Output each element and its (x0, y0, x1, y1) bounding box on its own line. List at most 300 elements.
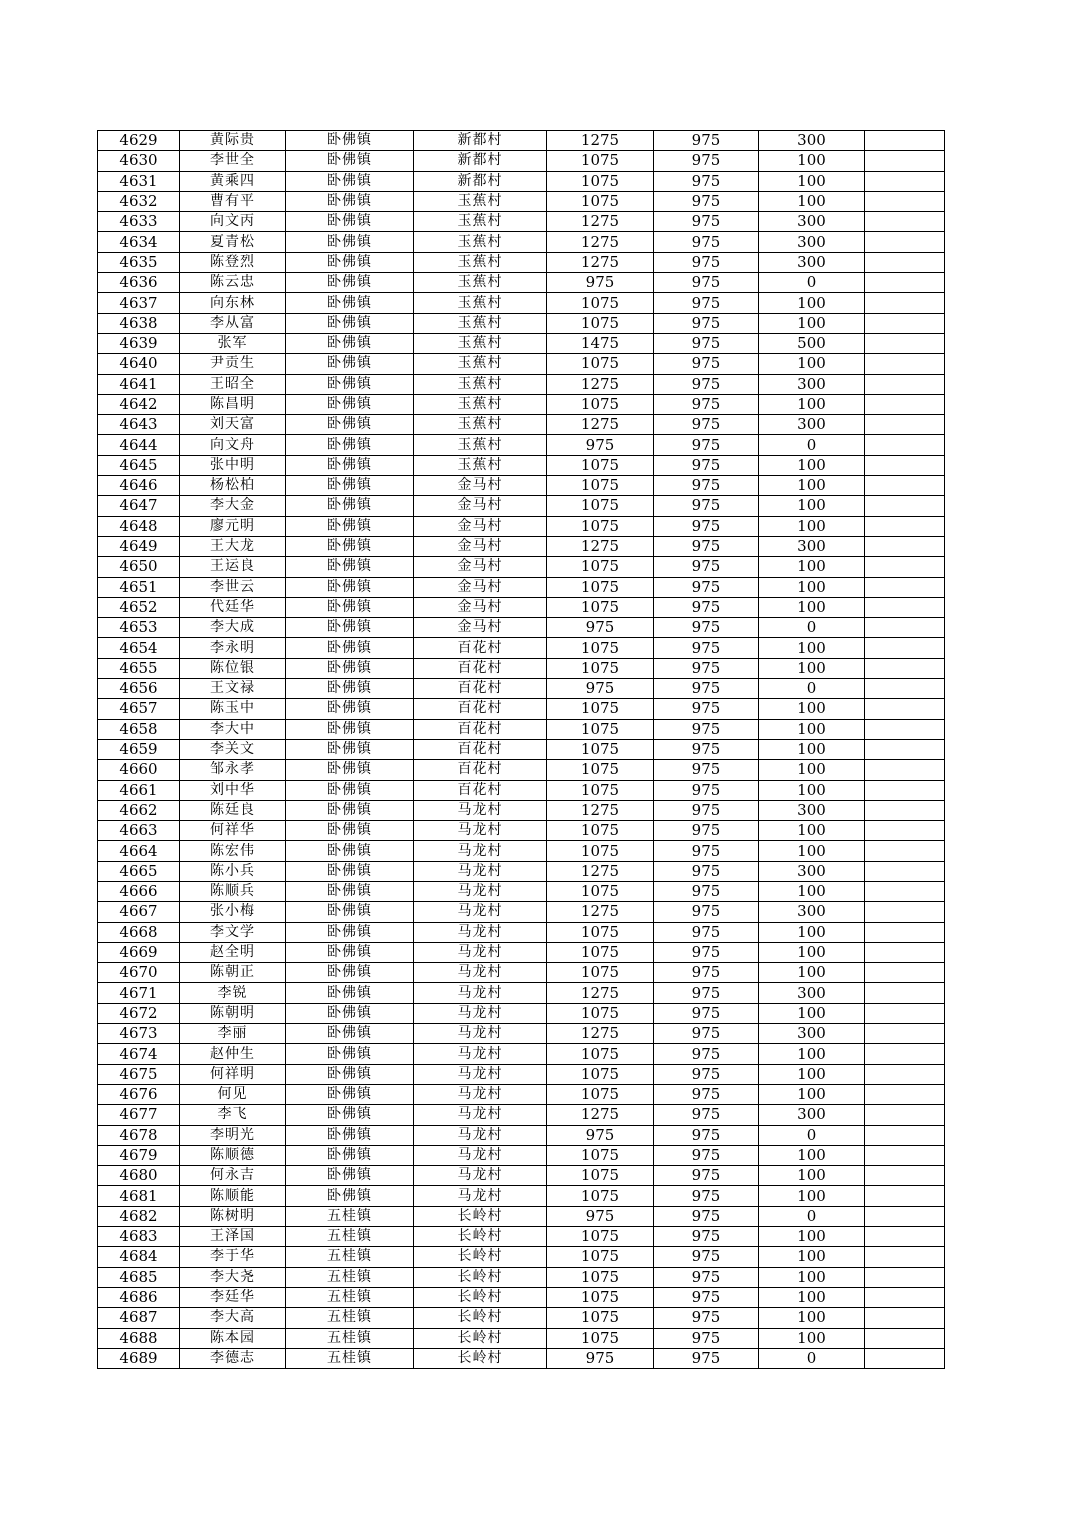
name-cell: 李永明 (180, 638, 286, 658)
amount-cell: 1075 (547, 394, 654, 414)
remark-cell (865, 252, 945, 272)
difference-cell: 300 (759, 800, 865, 820)
remark-cell (865, 476, 945, 496)
town-cell: 卧佛镇 (286, 861, 414, 881)
difference-cell: 100 (759, 476, 865, 496)
remark-cell (865, 780, 945, 800)
town-cell: 卧佛镇 (286, 719, 414, 739)
village-cell: 玉蕉村 (414, 191, 547, 211)
table-row (98, 1287, 945, 1307)
difference-cell: 100 (759, 1267, 865, 1287)
difference-cell: 300 (759, 252, 865, 272)
difference-cell: 100 (759, 1145, 865, 1165)
village-cell: 新都村 (414, 151, 547, 171)
difference-cell: 100 (759, 1308, 865, 1328)
difference-cell: 100 (759, 151, 865, 171)
remark-cell (865, 983, 945, 1003)
name-cell: 陈廷良 (180, 800, 286, 820)
base-amount-cell: 975 (654, 313, 759, 333)
table-row (98, 151, 945, 171)
name-cell: 张中明 (180, 455, 286, 475)
town-cell: 五桂镇 (286, 1348, 414, 1368)
serial-number-cell: 4668 (98, 922, 180, 942)
table-row (98, 597, 945, 617)
serial-number-cell: 4682 (98, 1206, 180, 1226)
table-row (98, 922, 945, 942)
serial-number-cell: 4672 (98, 1003, 180, 1023)
town-cell: 卧佛镇 (286, 1166, 414, 1186)
name-cell: 王大龙 (180, 536, 286, 556)
serial-number-cell: 4679 (98, 1145, 180, 1165)
table-row (98, 1145, 945, 1165)
remark-cell (865, 1287, 945, 1307)
base-amount-cell: 975 (654, 293, 759, 313)
serial-number-cell: 4640 (98, 354, 180, 374)
name-cell: 夏青松 (180, 232, 286, 252)
base-amount-cell: 975 (654, 1247, 759, 1267)
base-amount-cell: 975 (654, 557, 759, 577)
village-cell: 金马村 (414, 557, 547, 577)
table-row (98, 719, 945, 739)
amount-cell: 1275 (547, 415, 654, 435)
difference-cell: 0 (759, 273, 865, 293)
serial-number-cell: 4678 (98, 1125, 180, 1145)
village-cell: 长岭村 (414, 1227, 547, 1247)
table-row (98, 739, 945, 759)
difference-cell: 100 (759, 171, 865, 191)
table-row (98, 476, 945, 496)
serial-number-cell: 4637 (98, 293, 180, 313)
serial-number-cell: 4654 (98, 638, 180, 658)
town-cell: 五桂镇 (286, 1287, 414, 1307)
serial-number-cell: 4662 (98, 800, 180, 820)
difference-cell: 100 (759, 1247, 865, 1267)
remark-cell (865, 861, 945, 881)
base-amount-cell: 975 (654, 476, 759, 496)
base-amount-cell: 975 (654, 983, 759, 1003)
difference-cell: 100 (759, 922, 865, 942)
name-cell: 何见 (180, 1084, 286, 1104)
difference-cell: 100 (759, 638, 865, 658)
amount-cell: 1075 (547, 496, 654, 516)
table-row (98, 374, 945, 394)
base-amount-cell: 975 (654, 1044, 759, 1064)
remark-cell (865, 1044, 945, 1064)
amount-cell: 1075 (547, 780, 654, 800)
town-cell: 卧佛镇 (286, 841, 414, 861)
base-amount-cell: 975 (654, 821, 759, 841)
table-row (98, 516, 945, 536)
table-row (98, 699, 945, 719)
base-amount-cell: 975 (654, 679, 759, 699)
table-row (98, 577, 945, 597)
base-amount-cell: 975 (654, 618, 759, 638)
base-amount-cell: 975 (654, 597, 759, 617)
village-cell: 马龙村 (414, 1024, 547, 1044)
remark-cell (865, 293, 945, 313)
town-cell: 卧佛镇 (286, 1186, 414, 1206)
remark-cell (865, 1308, 945, 1328)
base-amount-cell: 975 (654, 1084, 759, 1104)
remark-cell (865, 922, 945, 942)
serial-number-cell: 4663 (98, 821, 180, 841)
serial-number-cell: 4681 (98, 1186, 180, 1206)
difference-cell: 100 (759, 1287, 865, 1307)
table-row (98, 1186, 945, 1206)
difference-cell: 100 (759, 658, 865, 678)
remark-cell (865, 455, 945, 475)
table-row (98, 1125, 945, 1145)
difference-cell: 300 (759, 1024, 865, 1044)
serial-number-cell: 4684 (98, 1247, 180, 1267)
town-cell: 五桂镇 (286, 1308, 414, 1328)
name-cell: 陈顺能 (180, 1186, 286, 1206)
village-cell: 玉蕉村 (414, 455, 547, 475)
village-cell: 玉蕉村 (414, 252, 547, 272)
town-cell: 卧佛镇 (286, 942, 414, 962)
base-amount-cell: 975 (654, 273, 759, 293)
difference-cell: 100 (759, 821, 865, 841)
base-amount-cell: 975 (654, 354, 759, 374)
town-cell: 卧佛镇 (286, 212, 414, 232)
base-amount-cell: 975 (654, 577, 759, 597)
amount-cell: 1075 (547, 1227, 654, 1247)
name-cell: 陈朝正 (180, 963, 286, 983)
amount-cell: 1275 (547, 131, 654, 151)
amount-cell: 1075 (547, 942, 654, 962)
town-cell: 卧佛镇 (286, 273, 414, 293)
base-amount-cell: 975 (654, 800, 759, 820)
village-cell: 百花村 (414, 699, 547, 719)
remark-cell (865, 1348, 945, 1368)
amount-cell: 1075 (547, 191, 654, 211)
town-cell: 卧佛镇 (286, 739, 414, 759)
serial-number-cell: 4680 (98, 1166, 180, 1186)
amount-cell: 975 (547, 1125, 654, 1145)
remark-cell (865, 821, 945, 841)
amount-cell: 1075 (547, 719, 654, 739)
town-cell: 卧佛镇 (286, 455, 414, 475)
table-row (98, 760, 945, 780)
village-cell: 玉蕉村 (414, 313, 547, 333)
amount-cell: 1275 (547, 1024, 654, 1044)
serial-number-cell: 4673 (98, 1024, 180, 1044)
name-cell: 何祥明 (180, 1064, 286, 1084)
serial-number-cell: 4630 (98, 151, 180, 171)
base-amount-cell: 975 (654, 415, 759, 435)
village-cell: 金马村 (414, 577, 547, 597)
difference-cell: 100 (759, 293, 865, 313)
remark-cell (865, 638, 945, 658)
town-cell: 卧佛镇 (286, 1084, 414, 1104)
remark-cell (865, 618, 945, 638)
serial-number-cell: 4687 (98, 1308, 180, 1328)
difference-cell: 100 (759, 1084, 865, 1104)
base-amount-cell: 975 (654, 536, 759, 556)
base-amount-cell: 975 (654, 333, 759, 353)
table-row (98, 313, 945, 333)
table-row (98, 455, 945, 475)
name-cell: 李飞 (180, 1105, 286, 1125)
table-row (98, 1247, 945, 1267)
remark-cell (865, 1267, 945, 1287)
name-cell: 陈本园 (180, 1328, 286, 1348)
remark-cell (865, 171, 945, 191)
remark-cell (865, 313, 945, 333)
serial-number-cell: 4639 (98, 333, 180, 353)
amount-cell: 1075 (547, 1044, 654, 1064)
town-cell: 卧佛镇 (286, 252, 414, 272)
village-cell: 玉蕉村 (414, 212, 547, 232)
base-amount-cell: 975 (654, 1166, 759, 1186)
town-cell: 五桂镇 (286, 1206, 414, 1226)
remark-cell (865, 354, 945, 374)
serial-number-cell: 4657 (98, 699, 180, 719)
amount-cell: 1275 (547, 252, 654, 272)
amount-cell: 1075 (547, 699, 654, 719)
table-row (98, 679, 945, 699)
serial-number-cell: 4646 (98, 476, 180, 496)
table-row (98, 963, 945, 983)
amount-cell: 975 (547, 1206, 654, 1226)
village-cell: 长岭村 (414, 1328, 547, 1348)
difference-cell: 500 (759, 333, 865, 353)
town-cell: 卧佛镇 (286, 800, 414, 820)
base-amount-cell: 975 (654, 191, 759, 211)
village-cell: 百花村 (414, 719, 547, 739)
table-row (98, 1044, 945, 1064)
base-amount-cell: 975 (654, 1328, 759, 1348)
remark-cell (865, 739, 945, 759)
table-row (98, 212, 945, 232)
difference-cell: 0 (759, 1206, 865, 1226)
amount-cell: 1275 (547, 232, 654, 252)
amount-cell: 1075 (547, 881, 654, 901)
name-cell: 陈登烈 (180, 252, 286, 272)
difference-cell: 100 (759, 1044, 865, 1064)
amount-cell: 1275 (547, 902, 654, 922)
base-amount-cell: 975 (654, 1064, 759, 1084)
difference-cell: 300 (759, 1105, 865, 1125)
name-cell: 刘中华 (180, 780, 286, 800)
base-amount-cell: 975 (654, 780, 759, 800)
town-cell: 卧佛镇 (286, 679, 414, 699)
name-cell: 杨松柏 (180, 476, 286, 496)
amount-cell: 1075 (547, 1308, 654, 1328)
serial-number-cell: 4675 (98, 1064, 180, 1084)
remark-cell (865, 597, 945, 617)
amount-cell: 1075 (547, 821, 654, 841)
amount-cell: 1275 (547, 1105, 654, 1125)
amount-cell: 1275 (547, 983, 654, 1003)
remark-cell (865, 415, 945, 435)
serial-number-cell: 4661 (98, 780, 180, 800)
serial-number-cell: 4664 (98, 841, 180, 861)
remark-cell (865, 1003, 945, 1023)
remark-cell (865, 1166, 945, 1186)
difference-cell: 100 (759, 1064, 865, 1084)
village-cell: 马龙村 (414, 942, 547, 962)
village-cell: 马龙村 (414, 902, 547, 922)
amount-cell: 1075 (547, 1328, 654, 1348)
amount-cell: 1075 (547, 293, 654, 313)
town-cell: 卧佛镇 (286, 536, 414, 556)
table-row (98, 902, 945, 922)
name-cell: 张小梅 (180, 902, 286, 922)
town-cell: 卧佛镇 (286, 597, 414, 617)
town-cell: 卧佛镇 (286, 922, 414, 942)
remark-cell (865, 131, 945, 151)
serial-number-cell: 4656 (98, 679, 180, 699)
base-amount-cell: 975 (654, 1287, 759, 1307)
table-row (98, 232, 945, 252)
town-cell: 卧佛镇 (286, 374, 414, 394)
remark-cell (865, 841, 945, 861)
base-amount-cell: 975 (654, 516, 759, 536)
name-cell: 黄际贵 (180, 131, 286, 151)
remark-cell (865, 1328, 945, 1348)
table-row (98, 638, 945, 658)
difference-cell: 100 (759, 354, 865, 374)
base-amount-cell: 975 (654, 252, 759, 272)
remark-cell (865, 1064, 945, 1084)
name-cell: 陈宏伟 (180, 841, 286, 861)
name-cell: 李文学 (180, 922, 286, 942)
amount-cell: 1275 (547, 861, 654, 881)
town-cell: 卧佛镇 (286, 963, 414, 983)
serial-number-cell: 4634 (98, 232, 180, 252)
table-row (98, 435, 945, 455)
serial-number-cell: 4643 (98, 415, 180, 435)
remark-cell (865, 232, 945, 252)
town-cell: 卧佛镇 (286, 638, 414, 658)
town-cell: 卧佛镇 (286, 171, 414, 191)
amount-cell: 1075 (547, 597, 654, 617)
town-cell: 卧佛镇 (286, 983, 414, 1003)
remark-cell (865, 699, 945, 719)
amount-cell: 1075 (547, 658, 654, 678)
town-cell: 卧佛镇 (286, 415, 414, 435)
table-row (98, 821, 945, 841)
remark-cell (865, 394, 945, 414)
village-cell: 马龙村 (414, 1044, 547, 1064)
serial-number-cell: 4677 (98, 1105, 180, 1125)
name-cell: 陈小兵 (180, 861, 286, 881)
base-amount-cell: 975 (654, 638, 759, 658)
remark-cell (865, 536, 945, 556)
village-cell: 玉蕉村 (414, 293, 547, 313)
village-cell: 长岭村 (414, 1267, 547, 1287)
remark-cell (865, 496, 945, 516)
difference-cell: 100 (759, 557, 865, 577)
difference-cell: 300 (759, 536, 865, 556)
amount-cell: 1075 (547, 638, 654, 658)
name-cell: 李从富 (180, 313, 286, 333)
base-amount-cell: 975 (654, 1145, 759, 1165)
name-cell: 陈顺兵 (180, 881, 286, 901)
remark-cell (865, 881, 945, 901)
name-cell: 陈昌明 (180, 394, 286, 414)
difference-cell: 0 (759, 435, 865, 455)
serial-number-cell: 4667 (98, 902, 180, 922)
base-amount-cell: 975 (654, 658, 759, 678)
table-row (98, 1024, 945, 1044)
amount-cell: 1075 (547, 516, 654, 536)
village-cell: 百花村 (414, 739, 547, 759)
remark-cell (865, 557, 945, 577)
name-cell: 李廷华 (180, 1287, 286, 1307)
serial-number-cell: 4669 (98, 942, 180, 962)
difference-cell: 300 (759, 983, 865, 1003)
serial-number-cell: 4642 (98, 394, 180, 414)
difference-cell: 300 (759, 212, 865, 232)
table-row (98, 131, 945, 151)
town-cell: 卧佛镇 (286, 577, 414, 597)
serial-number-cell: 4674 (98, 1044, 180, 1064)
amount-cell: 975 (547, 273, 654, 293)
table-row (98, 354, 945, 374)
difference-cell: 100 (759, 1328, 865, 1348)
remark-cell (865, 942, 945, 962)
name-cell: 王运良 (180, 557, 286, 577)
amount-cell: 975 (547, 679, 654, 699)
remark-cell (865, 212, 945, 232)
town-cell: 卧佛镇 (286, 1145, 414, 1165)
serial-number-cell: 4649 (98, 536, 180, 556)
village-cell: 马龙村 (414, 1084, 547, 1104)
serial-number-cell: 4666 (98, 881, 180, 901)
base-amount-cell: 975 (654, 760, 759, 780)
difference-cell: 100 (759, 577, 865, 597)
amount-cell: 1475 (547, 333, 654, 353)
serial-number-cell: 4652 (98, 597, 180, 617)
table-row (98, 1105, 945, 1125)
base-amount-cell: 975 (654, 699, 759, 719)
serial-number-cell: 4670 (98, 963, 180, 983)
serial-number-cell: 4635 (98, 252, 180, 272)
village-cell: 玉蕉村 (414, 435, 547, 455)
name-cell: 李大尧 (180, 1267, 286, 1287)
amount-cell: 1275 (547, 374, 654, 394)
base-amount-cell: 975 (654, 374, 759, 394)
name-cell: 赵全明 (180, 942, 286, 962)
base-amount-cell: 975 (654, 131, 759, 151)
name-cell: 李关文 (180, 739, 286, 759)
town-cell: 卧佛镇 (286, 760, 414, 780)
town-cell: 卧佛镇 (286, 131, 414, 151)
difference-cell: 100 (759, 1227, 865, 1247)
town-cell: 卧佛镇 (286, 1003, 414, 1023)
village-cell: 新都村 (414, 171, 547, 191)
village-cell: 百花村 (414, 760, 547, 780)
table-row (98, 293, 945, 313)
difference-cell: 300 (759, 861, 865, 881)
amount-cell: 1075 (547, 739, 654, 759)
amount-cell: 1075 (547, 1084, 654, 1104)
base-amount-cell: 975 (654, 151, 759, 171)
village-cell: 马龙村 (414, 963, 547, 983)
town-cell: 卧佛镇 (286, 699, 414, 719)
village-cell: 马龙村 (414, 983, 547, 1003)
serial-number-cell: 4660 (98, 760, 180, 780)
difference-cell: 100 (759, 942, 865, 962)
table-row (98, 658, 945, 678)
name-cell: 向文舟 (180, 435, 286, 455)
town-cell: 五桂镇 (286, 1227, 414, 1247)
base-amount-cell: 975 (654, 1206, 759, 1226)
serial-number-cell: 4653 (98, 618, 180, 638)
difference-cell: 100 (759, 963, 865, 983)
